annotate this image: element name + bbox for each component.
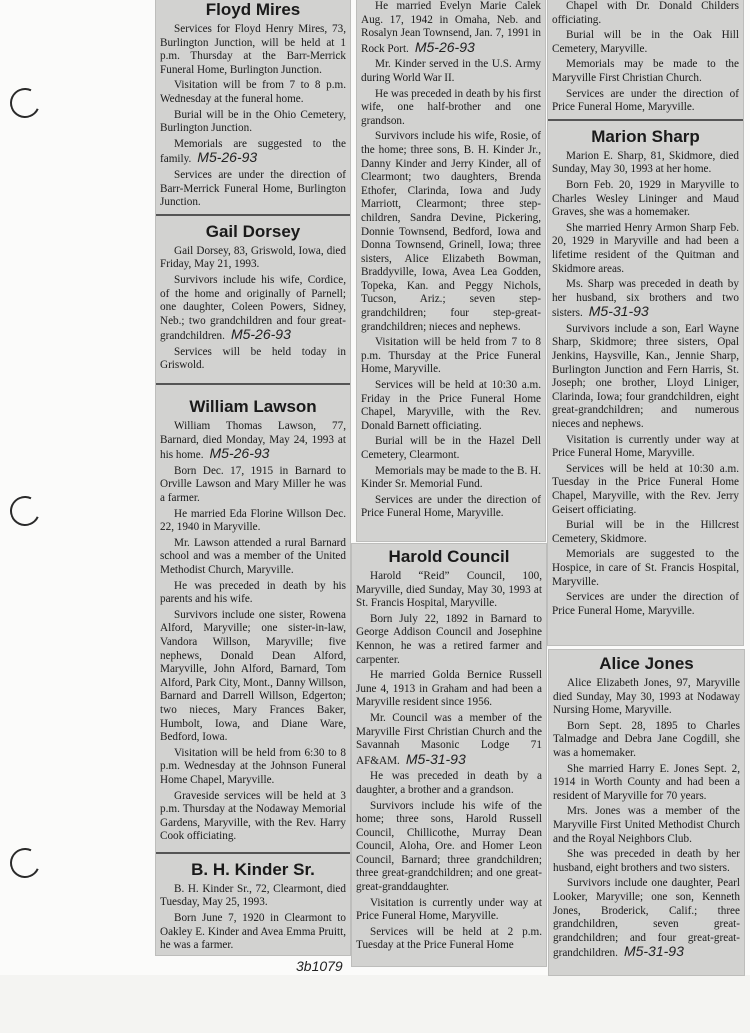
obituary-alice-jones — [549, 650, 744, 961]
paragraph: Services will be held at 10:30 a.m. Tuesday in the Price Funeral Home Chapel, Maryville, with the Rev. Jerry Geisert officiating. — [552, 462, 739, 516]
paragraph: Services are under the direction of Price Funeral Home, Maryville. — [361, 493, 541, 520]
obituary-title: William Lawson — [189, 397, 317, 417]
paragraph: Graveside services will be held at 3 p.m. Thursday at the Nodaway Memorial Gardens, Maryville, with the Rev. Harry Cook officiating. — [160, 789, 346, 843]
column-3-alice-jones — [549, 650, 744, 975]
paragraph: He was preceded in death by his parents and his wife. — [160, 579, 346, 606]
paragraph: Memorials may be made to the B. H. Kinder Sr. Memorial Fund. — [361, 464, 541, 491]
punch-hole — [6, 844, 44, 882]
paragraph — [160, 420, 346, 463]
handwritten-date: M5-31-93 — [623, 943, 684, 960]
handwritten-catalog-code: 3b1079 — [296, 958, 343, 974]
column-2-harold-council — [352, 544, 546, 966]
paragraph — [356, 712, 542, 768]
handwritten-date: M5-31-93 — [588, 303, 649, 320]
paragraph: Mr. Lawson attended a rural Barnard school and was a member of the United Methodist Church, Maryville. — [160, 536, 346, 576]
paragraph — [552, 278, 739, 321]
punch-hole — [6, 84, 44, 122]
column-1 — [156, 0, 350, 955]
paragraph: Memorials are suggested to the Hospice, in care of St. Francis Hospital, Maryville. — [552, 548, 739, 588]
paragraph: Services will be held at 10:30 a.m. Friday in the Price Funeral Home Chapel, Maryville, with the Rev. Donald Barnett officiating. — [361, 379, 541, 432]
obituary-title: Marion Sharp — [591, 126, 700, 146]
obituary-harold-council-continued — [548, 0, 743, 115]
paragraph: Survivors include his wife of the home; three sons, Harold Russell Council, Chillicothe, Murray Dean Council, Aloha, Ore. and Homer Leon Council, Barnard; three grandchildren; three great-grandchildren; and one great-great-granddaughter. — [356, 799, 542, 894]
obituary-title: Alice Jones — [599, 654, 694, 673]
column-3-top — [548, 0, 743, 645]
paragraph: Born June 7, 1920 in Clearmont to Oakley E. Kinder and Avea Emma Pruitt, he was a farmer. — [160, 912, 346, 952]
paragraph: Chapel with Dr. Donald Childers officiating. — [552, 0, 739, 26]
divider — [548, 119, 743, 121]
paragraph: Visitation will be from 7 to 8 p.m. Wednesday at the funeral home. — [160, 79, 346, 105]
paragraph — [160, 138, 346, 167]
paragraph-text: William Thomas Lawson, 77, Barnard, died Monday, May 24, 1993 at his home. — [160, 420, 346, 462]
paragraph: Services are under the direction of Price Funeral Home, Maryville. — [552, 87, 739, 114]
handwritten-date: M5-31-93 — [405, 750, 466, 767]
paragraph: Survivors include one sister, Rowena Alford, Maryville; one sister-in-law, Vandora Willson, Maryville; five nephews, Donald Dean Alford, Maryville, John Alford, Barnard, Tom Alford, Park City, Mont., Danny Willson, Barnard and Darrell Willson, Edgerton; two nieces, Mary Frances Baker, Humbolt, Iowa, and Diane Ware, Bedford, Iowa. — [160, 608, 346, 744]
handwritten-date: M5-26-93 — [197, 149, 258, 166]
paragraph: Harold “Reid” Council, 100, Maryville, died Sunday, May 30, 1993 at St. Francis Hospital, Maryville. — [356, 570, 542, 610]
paragraph: Burial will be in the Hazel Dell Cemetery, Clearmont. — [361, 435, 541, 461]
divider — [156, 383, 350, 385]
paragraph — [553, 877, 740, 961]
obituary-bh-kinder-continued — [357, 0, 545, 521]
paragraph: Born Dec. 17, 1915 in Barnard to Orville Lawson and Mary Miller he was a farmer. — [160, 464, 346, 505]
paragraph: Services for Floyd Henry Mires, 73, Burlington Junction, will be held at 1 p.m. Thursday at the Barr-Merrick Funeral Home, Burlington Junction. — [160, 23, 346, 76]
paragraph: Born Feb. 20, 1929 in Maryville to Charles Wesley Lininger and Maud Graves, she was a homemaker. — [552, 178, 739, 219]
paragraph: Marion E. Sharp, 81, Skidmore, died Sunday, May 30, 1993 at her home. — [552, 149, 739, 176]
paragraph-text: Memorials are suggested to the family. — [160, 137, 346, 166]
obituary-title: Gail Dorsey — [205, 221, 301, 241]
paragraph: Born July 22, 1892 in Barnard to George Addison Council and Josephine Kennon, he was a retired farmer and carpenter. — [356, 612, 542, 666]
paragraph: Services will be held at 2 p.m. Tuesday at the Price Funeral Home — [356, 925, 542, 952]
paragraph — [361, 0, 541, 56]
paragraph: Mr. Kinder served in the U.S. Army during World War II. — [361, 58, 541, 84]
paragraph: Services are under the direction of Barr-Merrick Funeral Home, Burlington Junction. — [160, 168, 346, 209]
paragraph-text: He married Evelyn Marie Calek Aug. 17, 1942 in Omaha, Neb. and Rosalyn Jean Townsend, Jan. 7, 1991 in Rock Port. — [361, 0, 541, 55]
handwritten-date: M5-26-93 — [414, 38, 475, 55]
obituary-marion-sharp — [548, 127, 743, 619]
paragraph: Visitation is currently under way at Price Funeral Home, Maryville. — [356, 896, 542, 923]
divider — [156, 214, 350, 216]
paragraph: Mrs. Jones was a member of the Maryville First United Methodist Church and the Royal Neighbors Club. — [553, 805, 740, 845]
obituary-gail-dorsey — [156, 222, 350, 373]
paragraph: Memorials may be made to the Maryville First Christian Church. — [552, 58, 739, 84]
obituary-floyd-mires — [156, 0, 350, 210]
paragraph: Visitation will be held from 7 to 8 p.m. Thursday at the Price Funeral Home, Maryville. — [361, 336, 541, 376]
obituary-title: Floyd Mires — [205, 0, 301, 19]
obituary-william-lawson — [156, 397, 350, 844]
obituary-title: B. H. Kinder Sr. — [191, 859, 315, 879]
paragraph: Services are under the direction of Price Funeral Home, Maryville. — [552, 591, 739, 617]
paragraph: He was preceded in death by a daughter, a brother and a grandson. — [356, 770, 542, 796]
paragraph: He married Eda Florine Willson Dec. 22, 1940 in Maryville. — [160, 507, 346, 534]
paragraph: Visitation is currently under way at Price Funeral Home, Maryville. — [552, 433, 739, 460]
paragraph: Burial will be in the Oak Hill Cemetery, Maryville. — [552, 29, 739, 55]
paragraph-text: Survivors include one daughter, Pearl Looker, Maryville; one son, Kenneth Jones, Broderick, Calif.; three grandchildren, seven great-grandchildren; and four great-great-grandchildren. — [553, 877, 740, 960]
paragraph: She was preceded in death by her husband, eight brothers and two sisters. — [553, 848, 740, 874]
paragraph: Survivors include a son, Earl Wayne Sharp, Skidmore; three sisters, Opal Jenkins, Haysville, Kan., Jennie Sharp, Burlington Junction and Fern Harris, St. Joseph; one brother, Lloyd Liniger, Clarinda, Iowa; four grandchildren, eight great-grandchildren; and numerous nieces and nephews. — [552, 322, 739, 431]
paragraph: Visitation will be held from 6:30 to 8 p.m. Wednesday at the Johnson Funeral Home Chapel, Maryville. — [160, 746, 346, 786]
paragraph: He married Golda Bernice Russell June 4, 1913 in Graham and had been a Maryville resident since 1956. — [356, 669, 542, 709]
paragraph: B. H. Kinder Sr., 72, Clearmont, died Tuesday, May 25, 1993. — [160, 882, 346, 909]
paragraph: Burial will be in the Ohio Cemetery, Burlington Junction. — [160, 108, 346, 135]
paragraph: Born Sept. 28, 1895 to Charles Talmadge and Debra Jane Cogdill, she was a homemaker. — [553, 719, 740, 759]
paragraph: Gail Dorsey, 83, Griswold, Iowa, died Friday, May 21, 1993. — [160, 244, 346, 271]
column-2-kinder-continued — [357, 0, 545, 541]
divider — [156, 852, 350, 854]
paragraph-text: Survivors include his wife, Cordice, of the home and originally of Parnell; one daughter, Coleen Powers, Sidney, Neb.; two grandchildren and four great-grandchildren. — [160, 273, 346, 343]
paragraph: Burial will be in the Hillcrest Cemetery, Skidmore. — [552, 519, 739, 545]
punch-hole — [6, 492, 44, 530]
paragraph: She married Harry E. Jones Sept. 2, 1914 in Worth County and had been a resident of Maryville for 70 years. — [553, 762, 740, 802]
paragraph — [160, 274, 346, 344]
paragraph-text: Ms. Sharp was preceded in death by her husband, six brothers and two sisters. — [552, 278, 739, 320]
paragraph: Services will be held today in Griswold. — [160, 345, 346, 372]
handwritten-date: M5-26-93 — [209, 445, 270, 462]
obituary-title: Harold Council — [388, 547, 510, 566]
handwritten-date: M5-26-93 — [230, 326, 291, 343]
paragraph: Survivors include his wife, Rosie, of the home; three sons, B. H. Kinder Jr., Danny Kinder and Jerry Kinder, all of Clearmont; two daughters, Brenda Ethofer, Clarinda, Iowa and Judy Marriott, Clearmont; three step-children, Sandra Devine, Pickering, Donnie Townsend, Bedford, Iowa and Donna Townsend, Grinell, Iowa; three sisters, Alice Elizabeth Bowman, Braddyville, Iowa, Avea Lea Godden, Topeka, Kan. and Peggy Nichols, Tucson, Ariz.; seven step-grandchildren; four step-great-grandchildren; nieces and nephews. — [361, 130, 541, 333]
obituary-harold-council — [352, 544, 546, 953]
paragraph-text: Mr. Council was a member of the Maryville First Christian Church and the Savannah Masonic Lodge 71 AF&AM. — [356, 711, 542, 767]
paragraph: Alice Elizabeth Jones, 97, Maryville died Sunday, May 30, 1993 at Nodaway Nursing Home, Maryville. — [553, 677, 740, 717]
obituary-bh-kinder — [156, 860, 350, 953]
paragraph: She married Henry Armon Sharp Feb. 20, 1929 in Maryville and had been a lifetime resident of the Quitman and Skidmore areas. — [552, 221, 739, 275]
paragraph: He was preceded in death by his first wife, one half-brother and one grandson. — [361, 87, 541, 127]
